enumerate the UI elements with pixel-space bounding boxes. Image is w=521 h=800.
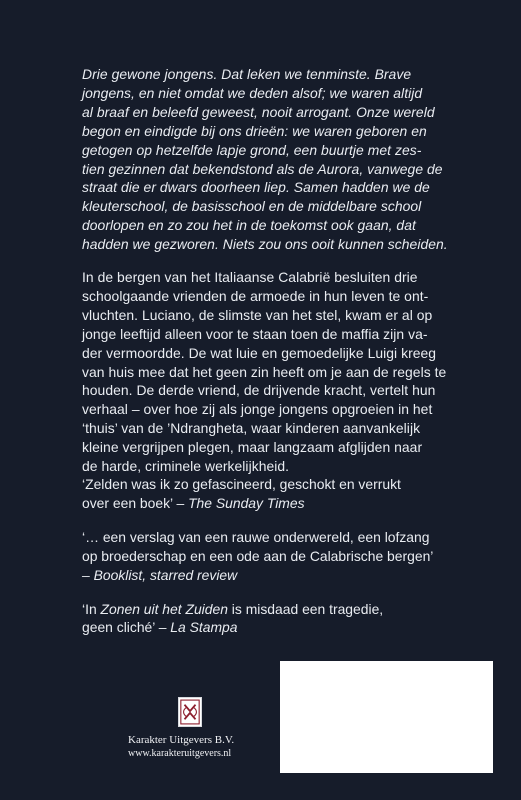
intro-line: getogen op hetzelfde lapje grond, een buurtje met zes- [82,141,422,158]
intro-line: straat die er dwars doorheen liep. Samen hadden we de [82,179,430,196]
quote-source: The Sunday Times [188,494,305,511]
publisher-website[interactable]: www.karakteruitgevers.nl [128,748,232,759]
quote-text: ‘… een verslag van een rauwe onderwereld, een lofzang [82,528,430,545]
summary-line: der vermoordde. De wat luie en gemoedelijke Luigi kreeg [82,344,437,361]
summary-line: houden. De derde vriend, de drijvende kracht, vertelt hun [82,382,436,399]
summary-line: In de bergen van het Italiaanse Calabrië besluiten drie [82,269,418,285]
intro-line: hadden we gezworen. Niets zou ons ooit kunnen scheiden. [82,236,448,253]
quote-text: ‘Zelden was ik zo gefascineerd, geschokt en verrukt [82,476,401,492]
quote-text: op broederschap en een ode aan de Calabrische bergen’ [82,547,434,564]
intro-line: Drie gewone jongens. Dat leken we tenminste. Brave [82,66,412,82]
quote-source: – Booklist, starred review [82,566,238,583]
summary-line: kleine vergrijpen plegen, maar langzaam afglijden naar [82,439,423,456]
quote-text: ‘In [82,600,101,617]
barcode-area [280,661,493,773]
book-summary [82,268,492,476]
summary-line: schoolgaande vrienden de armoede in hun leven te ont- [82,287,429,304]
review-quote [82,528,492,585]
summary-line: verhaal – over hoe zij als jonge jongens opgroeien in het [82,401,433,418]
publisher-name: Karakter Uitgevers B.V. [128,734,235,746]
quote-text: over een boek’ – [82,494,189,511]
quote-attribution-line [82,618,492,637]
review-quote [82,475,492,513]
summary-line: de harde, criminele werkelijkheid. [82,458,290,475]
book-title: Zonen uit het Zuiden [100,600,228,617]
publisher-block [128,697,268,760]
review-quote [82,600,492,638]
intro-excerpt [82,65,492,254]
summary-line: jonge leeftijd alleen voor te staan toen de maffia zijn va- [82,325,428,342]
quote-text: geen cliché’ – [82,619,171,636]
intro-line: doorlopen en zo zou het in de toekomst ook gaan, dat [82,217,416,234]
publisher-monogram-icon [178,697,202,727]
quote-attribution-line [82,494,492,513]
summary-line: vluchten. Luciano, de slimste van het stel, kwam er al op [82,306,433,323]
quote-title-line [82,600,492,619]
summary-line: ‘thuis’ van de ’Ndrangheta, waar kinderen aanvankelijk [82,420,421,437]
quote-text: is misdaad een tragedie, [227,600,384,617]
summary-line: van huis mee dat het geen zin heeft om je aan de regels te [82,363,447,380]
review-quotes [82,475,492,652]
quote-attribution-line [82,566,492,585]
intro-line: al braaf en beleefd geweest, nooit arrogant. Onze wereld [82,103,435,120]
intro-line: tien gezinnen dat bekendstond als de Aurora, vanwege de [82,160,443,177]
intro-line: begon en eindigde bij ons drieën: we waren geboren en [82,122,427,139]
intro-line: kleuterschool, de basisschool en de middelbare school [82,198,422,215]
quote-source: La Stampa [170,619,238,636]
intro-line: jongens, en niet omdat we deden alsof; we waren altijd [82,84,423,101]
